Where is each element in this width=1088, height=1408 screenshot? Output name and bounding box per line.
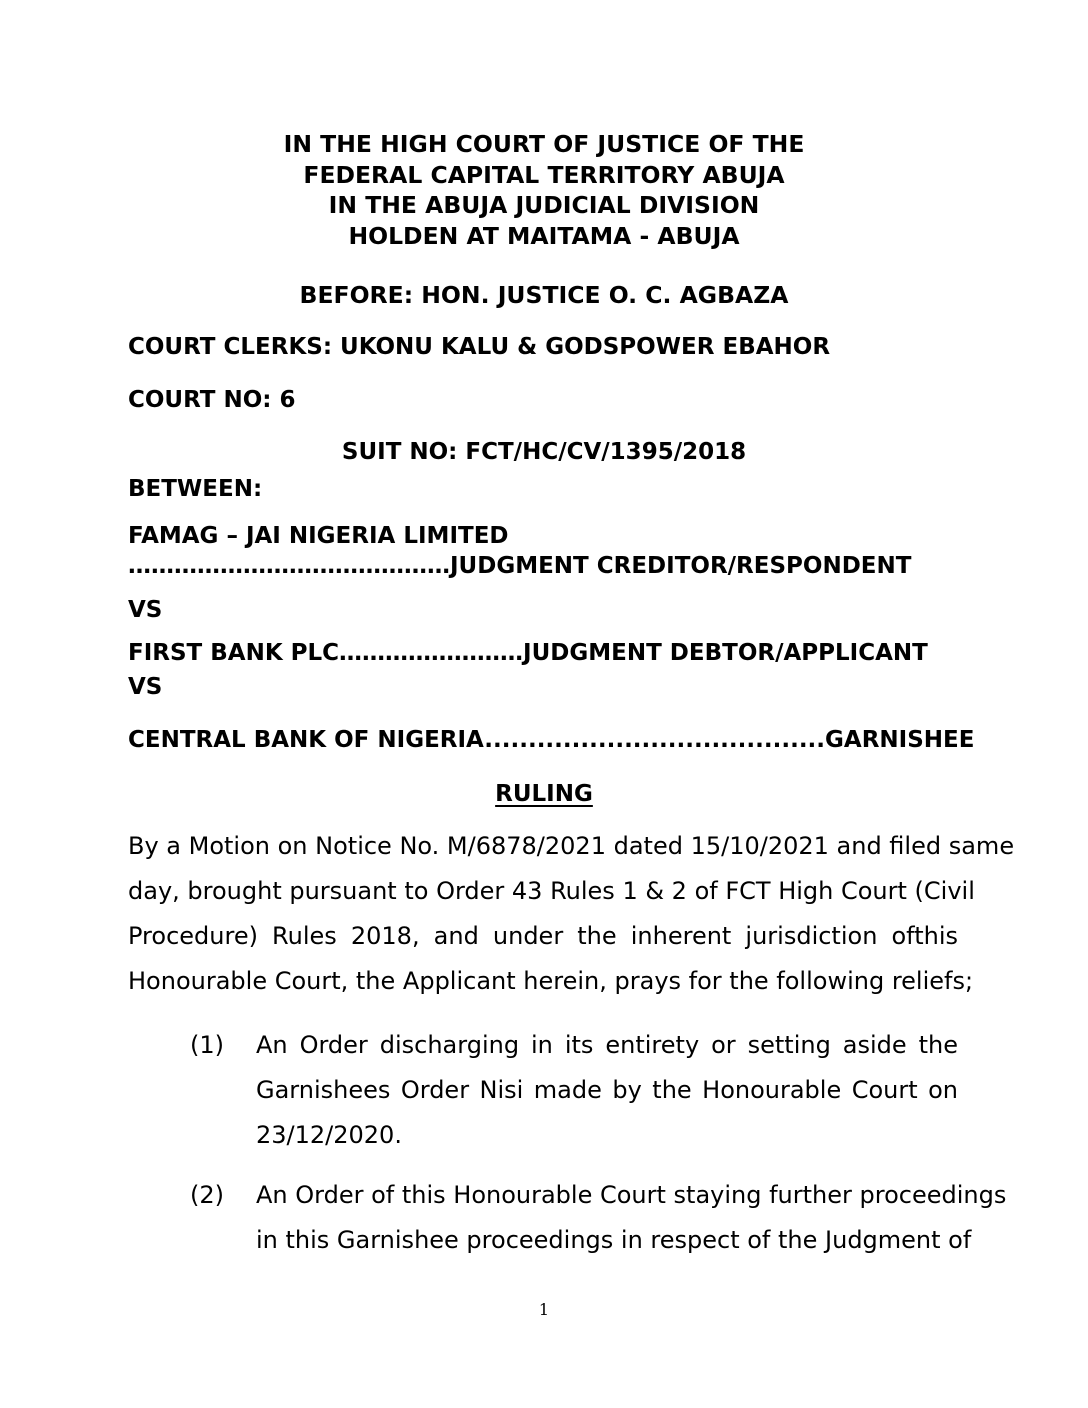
relief-1-line-1: An Order discharging in its entirety or setting aside the bbox=[256, 1031, 958, 1059]
judgment-debtor: FIRST BANK PLC……………………JUDGMENT DEBTOR/APPLICANT bbox=[128, 640, 928, 666]
intro-paragraph-line-3: Procedure) Rules 2018, and under the inherent jurisdiction ofthis bbox=[128, 922, 958, 950]
judgment-creditor-role: ……………………………………JUDGMENT CREDITOR/RESPONDENT bbox=[128, 553, 912, 579]
relief-2-line-2: in this Garnishee proceedings in respect of the Judgment of bbox=[256, 1226, 972, 1254]
intro-paragraph-line-1: By a Motion on Notice No. M/6878/2021 dated 15/10/2021 and filed same bbox=[128, 832, 1015, 860]
garnishee: CENTRAL BANK OF NIGERIA.......................................GARNISHEE bbox=[128, 727, 975, 753]
court-header-line-4: HOLDEN AT MAITAMA - ABUJA bbox=[348, 222, 740, 250]
versus-label-1: VS bbox=[128, 597, 163, 623]
court-header-line-2: FEDERAL CAPITAL TERRITORY ABUJA bbox=[303, 161, 785, 189]
intro-paragraph-line-4: Honourable Court, the Applicant herein, prays for the following reliefs; bbox=[128, 967, 974, 995]
relief-1-line-2: Garnishees Order Nisi made by the Honourable Court on bbox=[256, 1076, 958, 1104]
before-judge: BEFORE: HON. JUSTICE O. C. AGBAZA bbox=[299, 281, 789, 309]
page-number: 1 bbox=[538, 1300, 550, 1319]
court-header-line-1: IN THE HIGH COURT OF JUSTICE OF THE bbox=[283, 130, 805, 158]
court-number: COURT NO: 6 bbox=[128, 387, 296, 413]
relief-1-number: (1) bbox=[190, 1031, 224, 1059]
suit-number: SUIT NO: FCT/HC/CV/1395/2018 bbox=[341, 439, 747, 465]
court-header-line-3: IN THE ABUJA JUDICIAL DIVISION bbox=[328, 191, 760, 219]
judgment-creditor-name: FAMAG – JAI NIGERIA LIMITED bbox=[128, 523, 509, 549]
versus-label-2: VS bbox=[128, 674, 163, 700]
relief-1-line-3: 23/12/2020. bbox=[256, 1121, 402, 1149]
relief-2-number: (2) bbox=[190, 1181, 224, 1209]
court-clerks: COURT CLERKS: UKONU KALU & GODSPOWER EBAHOR bbox=[128, 334, 831, 360]
between-label: BETWEEN: bbox=[128, 476, 263, 502]
ruling-title: RULING bbox=[495, 781, 593, 807]
intro-paragraph-line-2: day, brought pursuant to Order 43 Rules 1 & 2 of FCT High Court (Civil bbox=[128, 877, 975, 905]
relief-2-line-1: An Order of this Honourable Court staying further proceedings bbox=[256, 1181, 1007, 1209]
